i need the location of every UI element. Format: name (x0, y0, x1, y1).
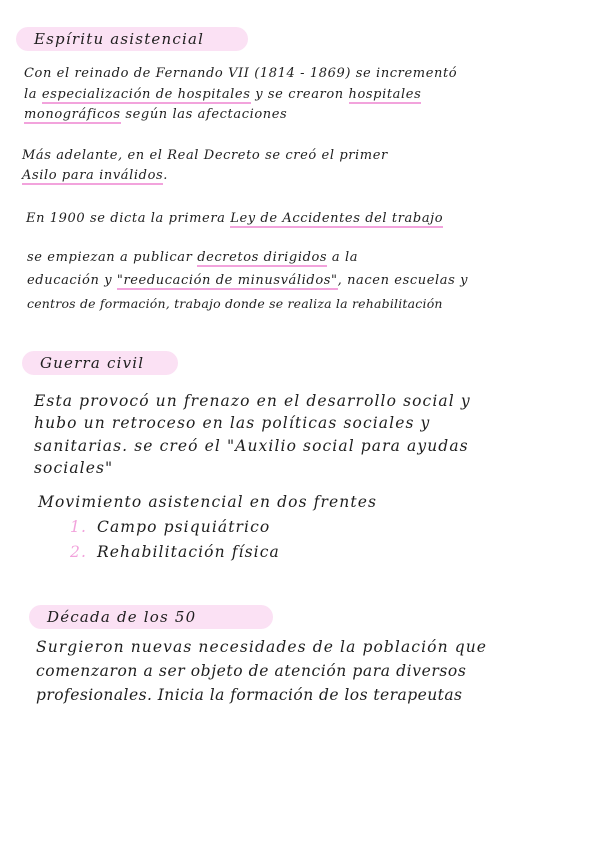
highlighted-term: decretos dirigidos (197, 250, 328, 265)
list-item-text: Rehabilitación física (97, 543, 280, 561)
list-item-text: Campo psiquiátrico (97, 518, 271, 536)
text-line: Surgieron nuevas necesidades de la población que (36, 638, 488, 656)
highlighted-term: Asilo para inválidos (22, 168, 164, 183)
text-line (27, 250, 358, 265)
highlighted-term: Ley de Accidentes del trabajo (230, 211, 444, 226)
text-fragment: a la (327, 250, 359, 265)
text-line (27, 273, 468, 288)
text-fragment: educación y (27, 273, 117, 288)
text-line: sociales" (34, 459, 114, 477)
section-heading-guerra-civil: Guerra civil (22, 351, 178, 375)
text-fragment: , nacen escuelas y (337, 273, 469, 288)
text-line: profesionales. Inicia la formación de los terapeutas (36, 686, 463, 704)
text-line: Movimiento asistencial en dos frentes (38, 493, 378, 511)
text-fragment: se empiezan a publicar (27, 250, 198, 265)
text-fragment: según las afectaciones (120, 107, 288, 122)
text-line (24, 107, 287, 122)
text-line: Con el reinado de Fernando VII (1814 - 1869) se incrementó (24, 66, 458, 81)
highlighted-term: "reeducación de minusválidos" (116, 273, 338, 288)
text-line: Esta provocó un frenazo en el desarrollo social y (34, 392, 471, 410)
section-heading-decada-50: Década de los 50 (29, 605, 273, 629)
highlighted-term: monográficos (24, 107, 121, 122)
list-number: 2. (70, 543, 87, 561)
text-line: hubo un retroceso en las políticas sociales y (34, 414, 431, 432)
text-fragment: la (24, 87, 42, 102)
text-line: Más adelante, en el Real Decreto se creó el primer (22, 148, 388, 163)
highlighted-term: hospitales (348, 87, 422, 102)
list-item (70, 518, 270, 536)
text-fragment: . (163, 168, 168, 183)
text-line (26, 211, 443, 226)
text-line: centros de formación, trabajo donde se realiza la rehabilitación (27, 296, 443, 311)
section-heading-espiritu: Espíritu asistencial (16, 27, 248, 51)
text-fragment: En 1900 se dicta la primera (26, 211, 231, 226)
list-item (70, 543, 280, 561)
text-line: sanitarias. se creó el "Auxilio social para ayudas (34, 437, 469, 455)
text-line (22, 168, 168, 183)
text-fragment: y se crearon (250, 87, 349, 102)
list-number: 1. (70, 518, 87, 536)
highlighted-term: especialización de hospitales (41, 87, 251, 102)
text-line (24, 87, 421, 102)
text-line: comenzaron a ser objeto de atención para diversos (36, 662, 467, 680)
